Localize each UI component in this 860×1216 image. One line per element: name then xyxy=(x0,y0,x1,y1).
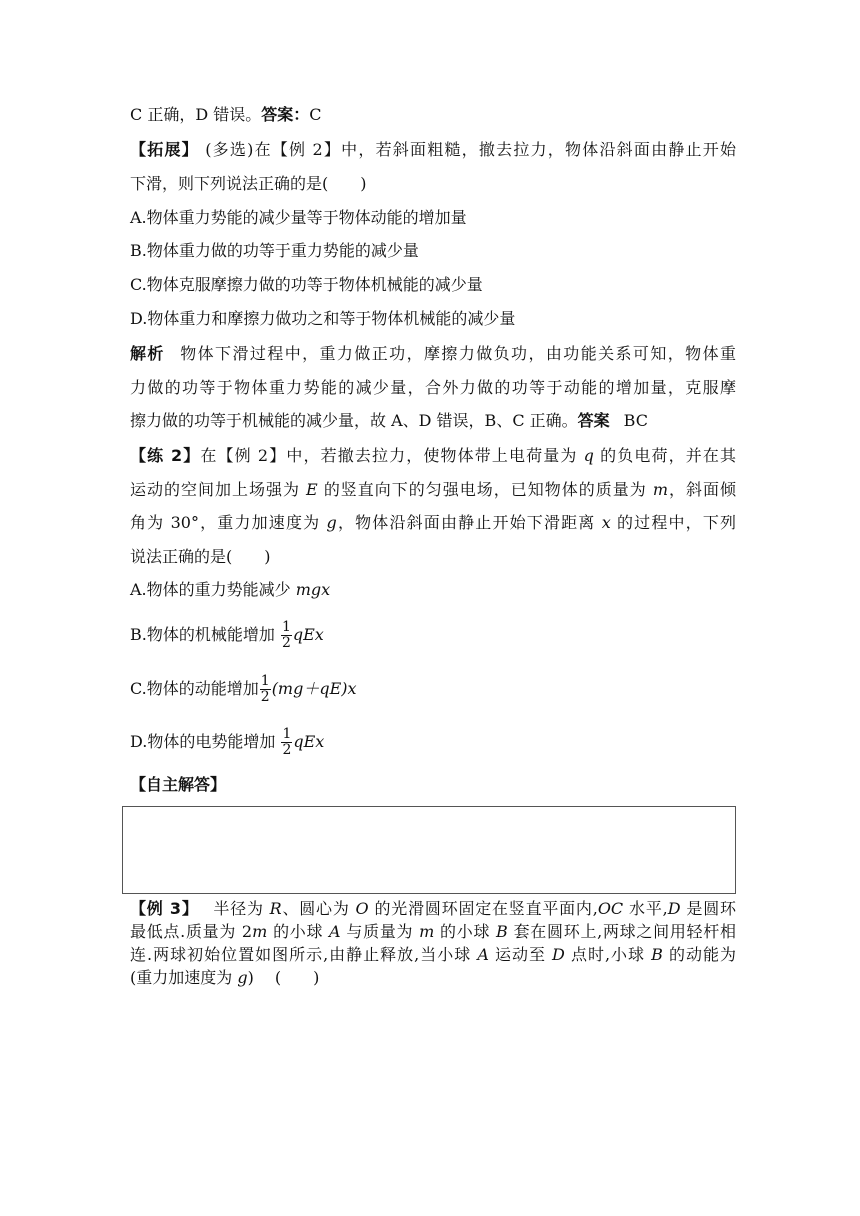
text: 、圆心为 xyxy=(281,899,356,918)
answer-value: BC xyxy=(623,411,648,430)
math-var: g xyxy=(237,968,248,987)
text-line xyxy=(130,104,736,126)
text: 的光滑圆环固定在竖直平面内, xyxy=(368,899,598,918)
math-var: m xyxy=(652,480,668,499)
fraction: $\frac{1}{2}$ xyxy=(260,673,270,705)
text: 连.两球初始位置如图所示,由静止释放,当小球 xyxy=(130,945,478,964)
text: 运动的空间加上场强为 xyxy=(130,480,307,499)
text: C.物体的动能增加 xyxy=(130,679,259,698)
text: D.物体的电势能增加 xyxy=(130,732,281,751)
text: 水平, xyxy=(623,899,668,918)
option-d xyxy=(130,727,736,758)
text-line xyxy=(130,944,736,966)
text: 的过程中，下列 xyxy=(610,513,736,532)
text: 是圆环 xyxy=(680,899,736,918)
text: ) ( ) xyxy=(247,968,320,987)
math-var: O xyxy=(355,899,369,918)
section-label: 【例 3】 xyxy=(130,899,199,918)
math-var: A xyxy=(329,922,341,941)
math-expr: qEx xyxy=(292,625,324,644)
math-var: R xyxy=(269,899,282,918)
math-expr: (mg＋qE)x xyxy=(271,679,357,698)
text: 擦力做的功等于机械能的减少量，故 A、D 错误，B、C 正确。 xyxy=(130,411,578,430)
option-a xyxy=(130,579,736,601)
math-var: D xyxy=(667,899,681,918)
text-line xyxy=(130,139,736,161)
text: A.物体的重力势能减少 xyxy=(130,580,296,599)
self-answer-heading: 【自主解答】 xyxy=(130,775,227,794)
section-label: 【拓展】 xyxy=(130,140,199,159)
math-var: m xyxy=(419,922,435,941)
math-var: A xyxy=(477,945,489,964)
text: 点时,小球 xyxy=(564,945,652,964)
text: 的小球 xyxy=(267,922,330,941)
analysis-label: 解析 xyxy=(130,344,165,363)
math-var: D xyxy=(552,945,565,964)
text: 在【例 2】中，若撤去拉力，使物体带上电荷量为 xyxy=(200,446,584,465)
text-line: 力做的功等于物体重力势能的减少量，合外力做的功等于动能的增加量，克服摩 xyxy=(130,378,736,397)
text: 套在圆环上,两球之间用轻杆相 xyxy=(507,922,736,941)
text: (多选)在【例 2】中，若斜面粗糙，撤去拉力，物体沿斜面由静止开始 xyxy=(205,140,736,159)
text: 的动能为 xyxy=(662,945,736,964)
section-label: 【练 2】 xyxy=(130,446,201,465)
text-line: 下滑，则下列说法正确的是( ) xyxy=(130,174,367,193)
option-d: D.物体重力和摩擦力做功之和等于物体机械能的减少量 xyxy=(130,309,516,328)
option-c xyxy=(130,674,736,705)
answer-box[interactable] xyxy=(122,806,736,894)
answer-label: 答案 xyxy=(577,411,610,430)
text-line xyxy=(130,898,736,920)
text-line xyxy=(130,512,736,534)
option-c: C.物体克服摩擦力做的功等于物体机械能的减少量 xyxy=(130,275,483,294)
math-var: B xyxy=(651,945,663,964)
text: 最低点.质量为 2 xyxy=(130,922,253,941)
text: ，物体沿斜面由静止开始下滑距离 xyxy=(336,513,602,532)
text: 与质量为 xyxy=(340,922,420,941)
text-line xyxy=(130,343,736,365)
math-var: x xyxy=(601,513,611,532)
text: 的竖直向下的匀强电场，已知物体的质量为 xyxy=(317,480,653,499)
answer-value: C xyxy=(309,105,322,124)
text-line xyxy=(130,445,736,467)
text: C 正确，D 错误。 xyxy=(130,105,262,124)
option-b xyxy=(130,620,736,651)
text: 半径为 xyxy=(212,899,270,918)
option-a: A.物体重力势能的减少量等于物体动能的增加量 xyxy=(130,208,467,227)
math-expr: mgx xyxy=(295,580,331,599)
math-var: q xyxy=(583,446,594,465)
text: 角为 30°，重力加速度为 xyxy=(130,513,327,532)
text: 物体下滑过程中，重力做正功，摩擦力做负功，由功能关系可知，物体重 xyxy=(178,344,736,363)
math-var: E xyxy=(306,480,318,499)
fraction: $\frac{1}{2}$ xyxy=(282,726,292,758)
text: 的负电荷，并在其 xyxy=(593,446,736,465)
math-var: g xyxy=(326,513,337,532)
text: 的小球 xyxy=(434,922,497,941)
text-line xyxy=(130,479,736,501)
text: B.物体的机械能增加 xyxy=(130,625,280,644)
text: (重力加速度为 xyxy=(130,968,238,987)
text: 运动至 xyxy=(488,945,553,964)
text-line xyxy=(130,921,736,943)
text: ，斜面倾 xyxy=(668,480,736,499)
math-var: m xyxy=(252,922,268,941)
math-var: B xyxy=(496,922,508,941)
text-line: 说法正确的是( ) xyxy=(130,547,271,566)
option-b: B.物体重力做的功等于重力势能的减少量 xyxy=(130,241,419,260)
text-line xyxy=(130,967,736,989)
math-expr: qEx xyxy=(293,732,325,751)
answer-label: 答案： xyxy=(261,105,310,124)
math-var: OC xyxy=(597,899,624,918)
fraction: $\frac{1}{2}$ xyxy=(281,619,291,651)
text-line xyxy=(130,410,736,432)
